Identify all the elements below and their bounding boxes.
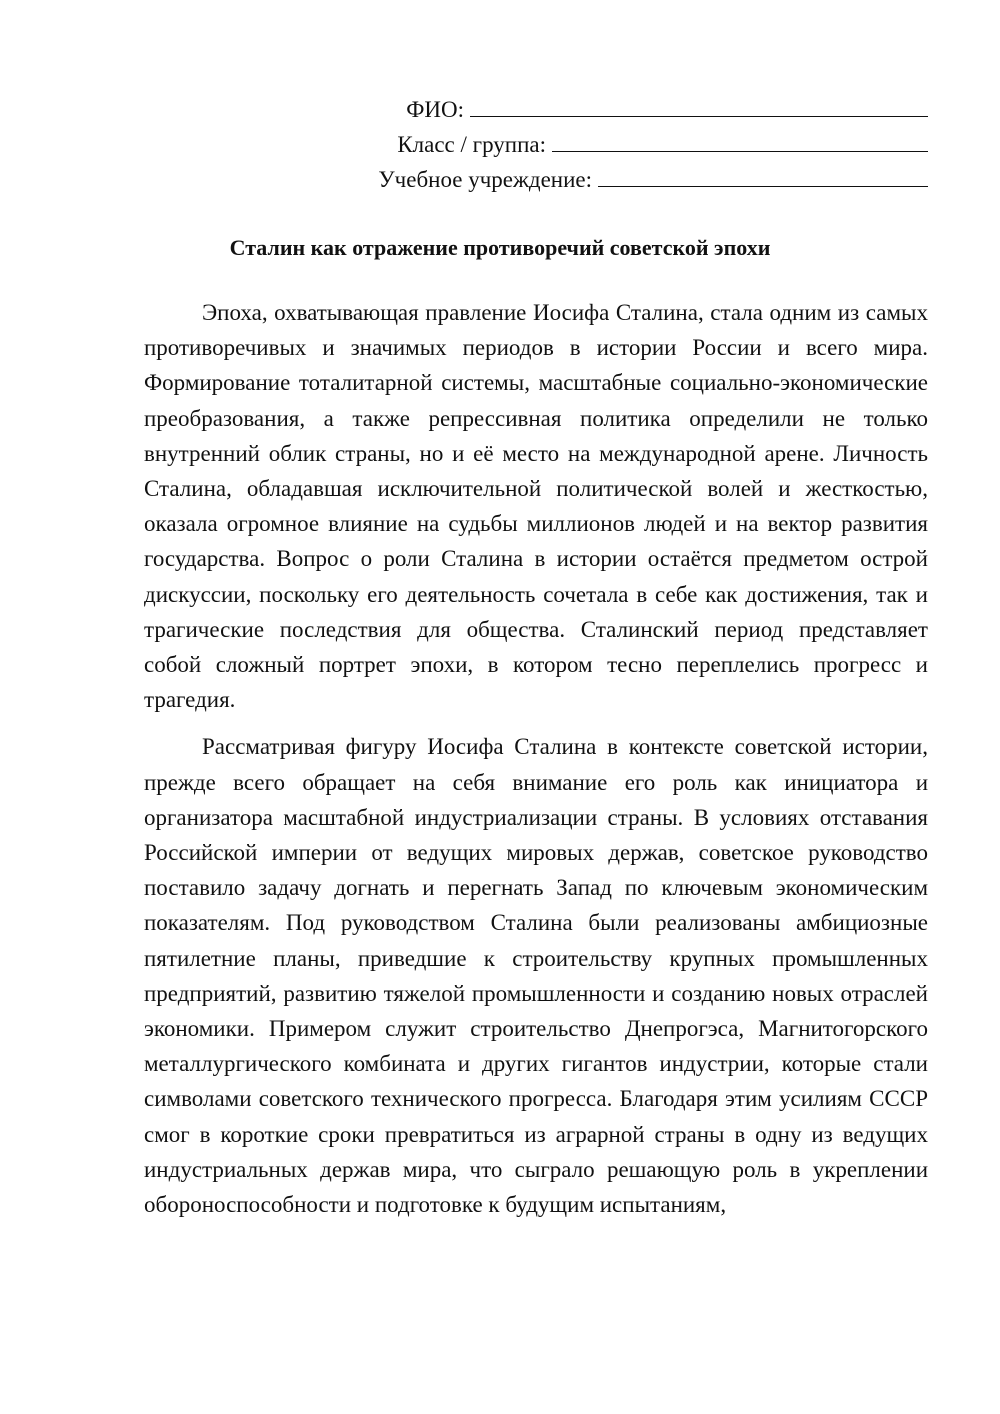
class-row bbox=[328, 127, 928, 162]
document-title: Сталин как отражение противоречий советской эпохи bbox=[229, 235, 771, 260]
paragraph-1: Эпоха, охватывающая правление Иосифа Сталина, стала одним из самых противоречивых и значимых периодов в истории России и всего мира. Формирование тоталитарной системы, масштабные социально-экономические преобразования, а также репрессивная политика определили не только внутренний облик страны, но и её место на международной арене. Личность Сталина, обладавшая исключительной политической волей и жесткостью, оказала огромное влияние на судьбы миллионов людей и на вектор развития государства. Вопрос о роли Сталина в истории остаётся предметом острой дискуссии, поскольку его деятельность сочетала в себе как достижения, так и трагические последствия для общества. Сталинский период представляет собой сложный портрет эпохи, в котором тесно переплелись прогресс и трагедия. bbox=[144, 300, 928, 713]
school-blank-line bbox=[598, 164, 928, 187]
fio-blank-line bbox=[470, 94, 928, 117]
fio-label: ФИО: bbox=[406, 97, 464, 122]
class-blank-line bbox=[552, 129, 928, 152]
school-row bbox=[328, 162, 928, 197]
document-body bbox=[144, 295, 928, 1234]
school-label: Учебное учреждение: bbox=[378, 167, 592, 192]
student-info-header bbox=[328, 92, 928, 197]
class-label: Класс / группа: bbox=[397, 132, 546, 157]
fio-row bbox=[328, 92, 928, 127]
paragraph-2: Рассматривая фигуру Иосифа Сталина в контексте советской истории, прежде всего обращает на себя внимание его роль как инициатора и организатора масштабной индустриализации страны. В условиях отставания Российской империи от ведущих мировых держав, советское руководство поставило задачу догнать и перегнать Запад по ключевым экономическим показателям. Под руководством Сталина были реализованы амбициозные пятилетние планы, приведшие к строительству крупных промышленных предприятий, развитию тяжелой промышленности и созданию новых отраслей экономики. Примером служит строительство Днепрогэса, Магнитогорского металлургического комбината и других гигантов индустрии, которые стали символами советского технического прогресса. Благодаря этим усилиям СССР смог в короткие сроки превратиться из аграрной страны в одну из ведущих индустриальных держав мира, что сыграло решающую роль в укреплении обороноспособности и подготовке к будущим испытаниям, bbox=[144, 734, 928, 1218]
